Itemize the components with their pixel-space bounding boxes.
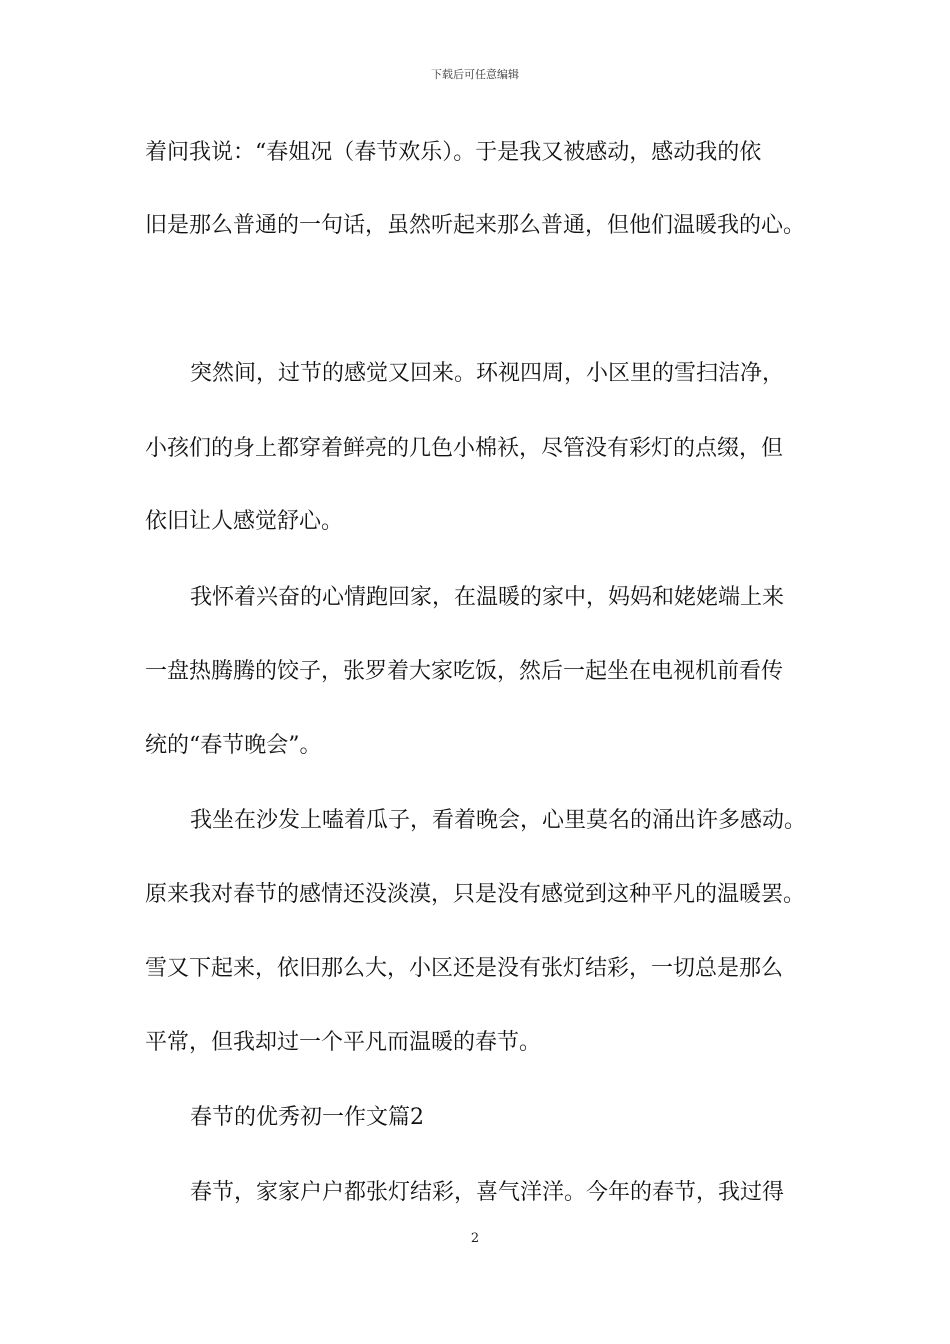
text-line: 依旧让人感觉舒心。 [145, 509, 344, 534]
text-line: 着问我说：“春姐况（春节欢乐）。于是我又被感动，感动我的依 [145, 140, 762, 165]
text-line: 雪又下起来，依旧那么大，小区还是没有张灯结彩，一切总是那么 [145, 956, 784, 981]
paragraph-start: 突然间，过节的感觉又回来。环视四周，小区里的雪扫洁净， [190, 361, 785, 386]
text-line: 统的“春节晚会”。 [145, 733, 322, 758]
text-line: 原来我对春节的感情还没淡漠，只是没有感觉到这种平凡的温暖罢。 [145, 882, 806, 907]
paragraph-start: 春节，家家户户都张灯结彩，喜气洋洋。今年的春节，我过得 [190, 1180, 785, 1205]
text-line: 一盘热腾腾的饺子，张罗着大家吃饭，然后一起坐在电视机前看传 [145, 659, 784, 684]
section-heading: 春节的优秀初一作文篇2 [190, 1105, 424, 1130]
paragraph-start: 我坐在沙发上嗑着瓜子，看着晚会，心里莫名的涌出许多感动。 [190, 808, 807, 833]
paragraph-start: 我怀着兴奋的心情跑回家，在温暖的家中，妈妈和姥姥端上来 [190, 585, 785, 610]
text-line: 旧是那么普通的一句话，虽然听起来那么普通，但他们温暖我的心。 [145, 213, 806, 238]
page-number: 2 [470, 1231, 480, 1246]
text-line: 小孩们的身上都穿着鲜亮的几色小棉袄，尽管没有彩灯的点缀，但 [145, 436, 784, 461]
text-line: 平常，但我却过一个平凡而温暖的春节。 [145, 1030, 542, 1055]
page-header: 下载后可任意编辑 [431, 68, 519, 81]
